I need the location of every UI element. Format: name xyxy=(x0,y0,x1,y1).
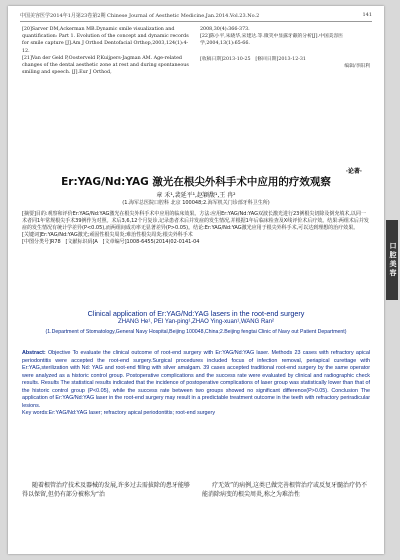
reference-item: [21]Van der Geld P,Oosterveld P,Kuijpers-Jagman AM. Age-related changes of the dental aesthetic zone at rest and during spontaneous smiling and speech. [J].Eur J Orthod, xyxy=(22,55,189,76)
abstract-en xyxy=(22,350,370,418)
authors-cn: 章 禾¹,裴延平¹,赵颖馥¹,王 冉² xyxy=(156,192,236,199)
references-section xyxy=(22,26,370,76)
abstract-en-text xyxy=(22,350,370,410)
article-number: [文章编号]1008-6455(2014)02-0141-04 xyxy=(102,239,200,246)
section-side-tab: 口腔美容 xyxy=(386,220,398,300)
abstract-en-label: Abstract: xyxy=(22,350,46,356)
keywords-en: Key words:Er:YAG/Nd:YAG laser; refractory apical periodontitis; root-end surgery xyxy=(22,410,216,417)
authors-en: ZHANG He¹, PEI Yan-ping¹,ZHAO Ying-xuan¹,WANG Ran² xyxy=(118,319,274,325)
editor-line: 编辑/李阳利 xyxy=(344,63,370,69)
section-label: ·论著· xyxy=(345,168,362,175)
references-column-right xyxy=(200,26,370,76)
affiliation-en: (1.Department of Stomatology,General Navy Hospital,Beijing 100048,China;2.Beijing fengtai Clinic of Navy out Patient Department) xyxy=(45,329,347,335)
abstract-cn-text: [摘要]目的:观察和评价Er:YAG/Nd:YAG激光在根尖外科手术中应用的临床效果。方法:应用Er:YAG/Nd:YAG双波长激光进行23例根尖切除及倒充填术,以同一术者同1年常规根尖手术39例作为对照。术后3,6,12个月复诊,记录患者术后并发症的发生情况,并根据1年后临床检查及X线评价术后疗效。结果:两组术后并发症的发生情况有统计学差异(P<0.05),而两组间成功率无显著差异(P>0.05)。结论:Er:YAG/Nd:YAG激光应用于根尖外科手术,可以达到理想的治疗效果。 xyxy=(22,211,369,232)
document-code: [文献标识码]A xyxy=(65,239,98,246)
journal-page xyxy=(8,6,384,554)
received-dates xyxy=(200,56,370,70)
affiliation-cn: (1.海军总医院口腔科 北京 100048;2.海军机关门诊部牙科卫生所) xyxy=(122,200,270,206)
abstract-cn xyxy=(22,211,370,246)
references-column-left xyxy=(22,26,192,76)
running-header xyxy=(20,12,372,22)
abstract-en-body: Objective To evaluate the clinical outcome of root-end surgery with Er:YAG/Nd:YAG laser. Methods 23 cases with refractory apical periodontitis were accepted the root-end surgery.Surgical procedures included focus of infection removal, periapical curettage with Er:YAG,sterilization with Nd: YAG and root-end filling with silver amalgam. 39 cases accepted traditional root-end surgery by the same operator were analyzed as a historic control group. Postoperative complications and the success rate were evaluated by clinical and radiographic check results. Results The statistical results indicated that the incidence of postoperative complications of laser group was statistically lower than that of the historic control group (P<0.05), while the success rate between two groups showed no significant difference(P>0.05). Conclusion The application of Er:YAG/Nd:YAG laser in the root-end surgery may result in a predictable treatment outcome in the teeth with refractory periradicular lesions. xyxy=(22,350,371,409)
reference-item: [22]陈小平,朱晓华,宋建达.等.微笑中显露牙龈的分析[J].中国美容医学,2004,13(1):65-66. xyxy=(200,34,344,47)
body-column-right: 疗无效”的病例,这类已做完善根管治疗或反复牙髓治疗仍不能消除病变的根尖周炎,称之为难治性 xyxy=(202,482,367,498)
classification-line xyxy=(22,239,370,246)
reference-item: 2008,30(4):366-373. xyxy=(200,27,250,32)
body-text xyxy=(22,482,370,499)
running-header-title: 中国美容医学2014年1月第23卷第2期 Chinese Journal of Aesthetic Medicine.Jan.2014.Vol.23.No.2 xyxy=(20,13,260,19)
article-title-en: Clinical application of Er:YAG/Nd:YAG lasers in the root-end surgery xyxy=(87,309,305,318)
body-column-left: 随着根管治疗技术及器械的发展,许多过去需拔除的患牙能够得以保留,但仍有部分被称为“治 xyxy=(22,482,190,498)
class-number: [中图分类号]R78 xyxy=(22,239,61,246)
keywords-cn: [关键词]Er:YAG/Nd:YAG激光;顽固性根尖周炎;难治性根尖周炎;根尖外科手术 xyxy=(22,232,193,239)
reference-item: [20]Sarver DM,Ackerman MB.Dynamic smile visualization and quantification: Part 1. Evolution of the concept and dynamic records for smile capture [J].Am J Orthod Dentofacial Orthop,2003,124(1):4-12. xyxy=(22,27,189,54)
article-title-cn: Er:YAG/Nd:YAG 激光在根尖外科手术中应用的疗效观察 xyxy=(61,176,331,188)
dates-line: [收稿日期]2013-10-25 [修回日期]2013-12-31 xyxy=(200,56,306,62)
page-number: 141 xyxy=(362,12,372,18)
